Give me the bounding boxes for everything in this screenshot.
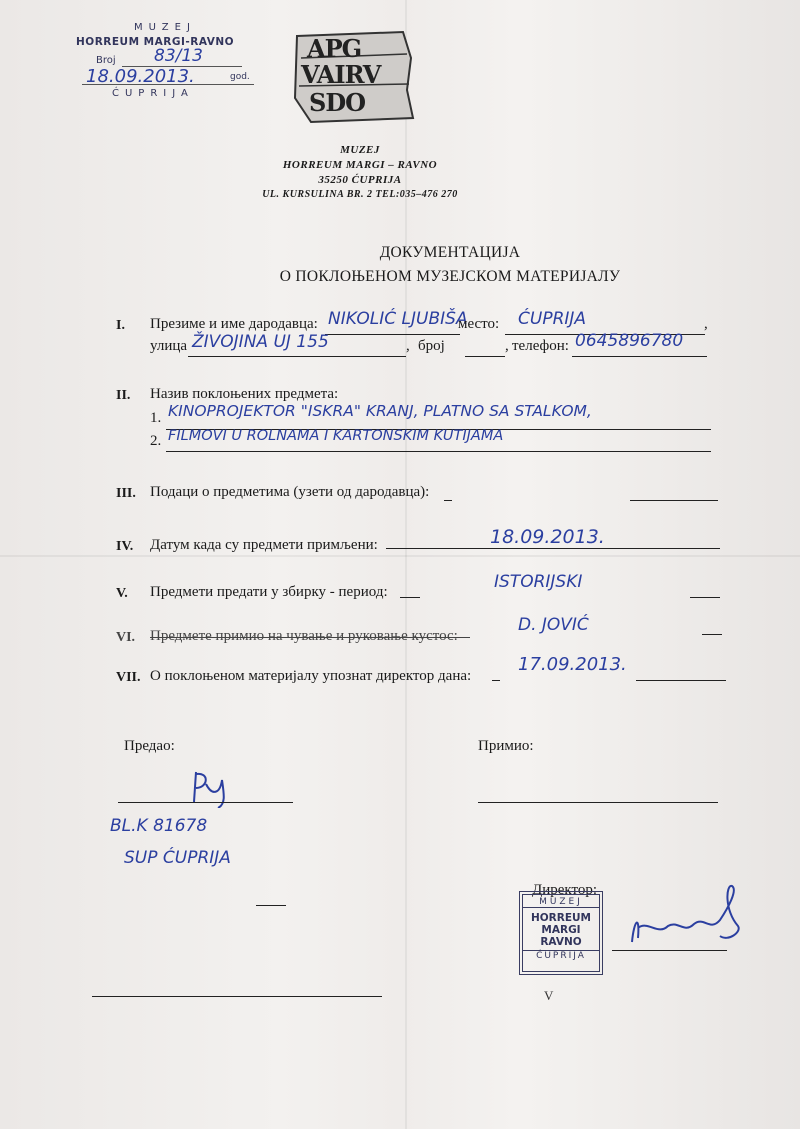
phone-value: 0645896780 [575,331,684,351]
stamp-number: 83/13 [154,46,203,66]
registration-stamp [72,22,272,104]
section-2-numeral: II. [116,388,131,403]
place-value: ĆUPRIJA [518,309,587,329]
received-by-label: Примио: [478,738,534,754]
donor-name-label: Презиме и име дародавца: [150,316,318,332]
received-date-value: 18.09.2013. [490,526,605,548]
document-title-line-2: О ПОКЛОЊЕНОМ МУЗЕЈСКОМ МАТЕРИЈАЛУ [279,268,621,285]
director-label: Директор: [532,882,598,898]
stamp-museum-word: MUZEJ [134,22,196,33]
stamp-museum-name: HORREUM MARGI-RAVNO [76,36,235,48]
curator-value: D. JOVIĆ [518,615,589,635]
curator-label: Предмете примио на чување и руковање кустос: [150,628,458,644]
collection-value: ISTORIJSKI [494,572,583,592]
section-5-numeral: V. [116,586,128,601]
paper-fold-horizontal [0,555,800,557]
section-3-numeral: III. [116,486,136,501]
handed-over-label: Предао: [124,738,175,754]
stamp-city: ĆUPRIJA [112,88,194,99]
street-value: ŽIVOJINA UJ 155 [192,332,329,352]
museum-logo: APG VAIRV SDO [291,28,416,124]
director-signature-icon [628,880,748,952]
donor-id-line-1: BL.K 81678 [110,816,208,836]
director-informed-label: О поклоњеном материјалу упознат директор дана: [150,668,472,684]
header-line-2: HORREUM MARGI – RAVNO [282,159,438,171]
document-title-line-1: ДОКУМЕНТАЦИЈА [379,244,521,261]
received-date-label: Датум када су предмети примљени: [150,537,378,553]
director-stamp: MUZEJ HORREUM MARGI RAVNO ĆUPRIJA [519,891,603,975]
place-label: место: [458,316,500,332]
section-7-numeral: VII. [116,670,141,685]
items-label: Назив поклоњених предмета: [150,386,339,402]
house-number-label: број [418,338,445,354]
document-page: MUZEJ HORREUM MARGI-RAVNO Broj 83/13 18.09.2013. god. ĆUPRIJA APG VAIRV SDO MUZEJ HORREUM MARGI – RAVNO 35250 ĆUPRIJA UL. KURSULINA BR. 2 TEL:035–476 270 ДОКУМЕНТАЦИЈА О ПОКЛОЊЕНОМ МУЗЕЈСКОМ МАТЕРИЈАЛУ I. Презиме и име дародавца: NIKOLIĆ LJUBIŠA место: ĆUPRIJA , улица ŽIVOJINA UJ 155 , број , телефон: 0645896780 II. Назив поклоњених предмета: 1. KINOPROJEKTOR "ISKRA" KRANJ, PLATNO SA STALKOM, 2. FILMOVI U ROLNAMA I KARTONSKIM KUTIJAMA III. Подаци о предметима (узети од дародавца): IV. Датум када су предмети примљени: 18.09.2013. V. Предмети предати у збирку - период: ISTORIJSKI VI. Предмете примио на чување и руковање кустос: D. JOVIĆ VII. О поклоњеном материјалу упознат директор дана: 17.09.2013. Предао: Примио: BL.K 81678 SUP ĆUPRIJA Директор: MUZEJ HORREUM MARGI RAVNO ĆUPRIJA V [0,0,800,1129]
phone-label: телефон: [512,338,569,354]
header-line-4: UL. KURSULINA BR. 2 TEL:035–476 270 [262,189,458,200]
director-informed-value: 17.09.2013. [518,654,627,675]
donor-id-line-2: SUP ĆUPRIJA [124,848,231,868]
donor-name-value: NIKOLIĆ LJUBIŠA [328,309,468,329]
check-mark: V [544,988,554,1003]
section-4-numeral: IV. [116,539,134,554]
stamp-broj-label: Broj [96,55,116,66]
collection-label: Предмети предати у збирку - период: [150,584,388,600]
header-line-1: MUZEJ [340,144,380,156]
item-2-value: FILMOVI U ROLNAMA I KARTONSKIM KUTIJAMA [168,428,504,444]
item-1-value: KINOPROJEKTOR "ISKRA" KRANJ, PLATNO SA STALKOM, [168,402,592,420]
section-6-numeral: VI. [116,630,136,645]
items-data-label: Подаци о предметима (узети од дародавца): [150,484,430,500]
header-line-3: 35250 ĆUPRIJA [318,174,402,186]
section-1-numeral: I. [116,318,125,333]
street-label: улица [150,338,188,354]
stamp-date: 18.09.2013. [86,66,195,87]
stamp-god-label: god. [230,72,250,82]
